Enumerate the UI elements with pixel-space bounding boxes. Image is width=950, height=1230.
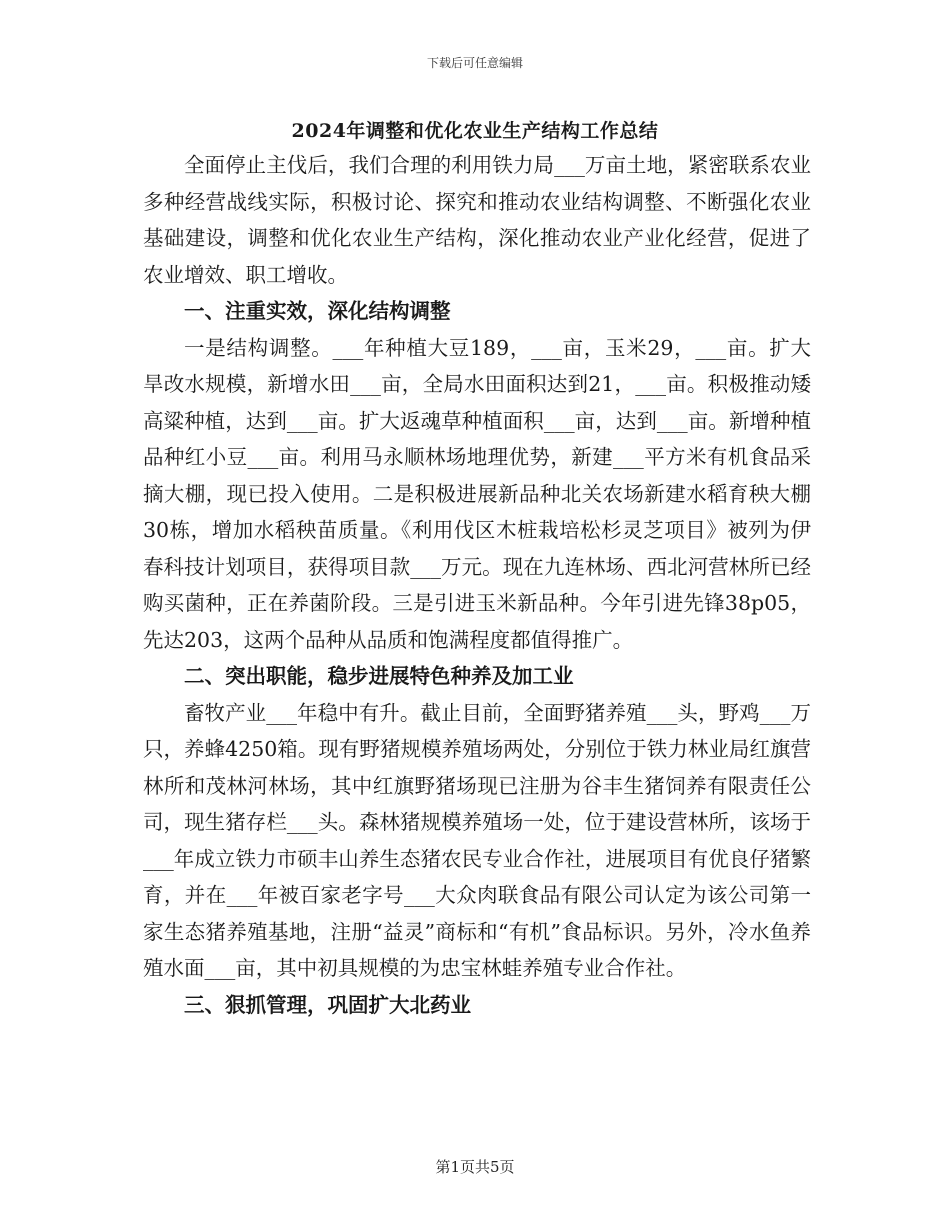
section-heading-1: 一、注重实效，深化结构调整: [184, 299, 451, 323]
intro-paragraph: 全面停止主伐后，我们合理的利用铁力局___万亩土地，紧密联系农业多种经营战线实际，积极讨论、探究和推动农业结构调整、不断强化农业基础建设，调整和优化农业生产结构，深化推动农业产业化经营，促进了农业增效、职工增收。: [143, 153, 811, 287]
page-header-note: 下载后可任意编辑: [426, 56, 523, 70]
section-heading-2: 二、突出职能，稳步进展特色种养及加工业: [184, 664, 574, 688]
document-title: 2024年调整和优化农业生产结构工作总结: [291, 120, 659, 142]
section-body-1: 一是结构调整。___年种植大豆189，___亩，玉米29，___亩。扩大旱改水规模，新增水田___亩，全局水田面积达到21，___亩。积极推动矮高粱种植，达到___亩。扩大返魂草种植面积___亩，达到___亩。新增种植品种红小豆___亩。利用马永顺林场地理优势，新建___平方米有机食品采摘大棚，现已投入使用。二是积极进展新品种北关农场新建水稻育秧大棚30栋，增加水稻秧苗质量。《利用伐区木桩栽培松杉灵芝项目》被列为伊春科技计划项目，获得项目款___万元。现在九连林场、西北河营林所已经购买菌种，正在养菌阶段。三是引进玉米新品种。今年引进先锋38p05，先达203，这两个品种从品质和饱满程度都值得推广。: [143, 335, 811, 652]
page-number: 第1页共5页: [435, 1158, 515, 1176]
document-body: [143, 147, 811, 1023]
section-heading-3: 三、狠抓管理，巩固扩大北药业: [184, 992, 471, 1017]
section-body-2: 畜牧产业___年稳中有升。截止目前，全面野猪养殖___头，野鸡___万只，养蜂4250箱。现有野猪规模养殖场两处，分别位于铁力林业局红旗营林所和茂林河林场，其中红旗野猪场现已注册为谷丰生猪饲养有限责任公司，现生猪存栏___头。森林猪规模养殖场一处，位于建设营林所，该场于___年成立铁力市硕丰山养生态猪农民专业合作社，进展项目有优良仔猪繁育，并在___年被百家老字号___大众肉联食品有限公司认定为该公司第一家生态猪养殖基地，注册“益灵”商标和“有机”食品标识。另外，冷水鱼养殖水面___亩，其中初具规模的为忠宝林蛙养殖专业合作社。: [143, 700, 811, 980]
